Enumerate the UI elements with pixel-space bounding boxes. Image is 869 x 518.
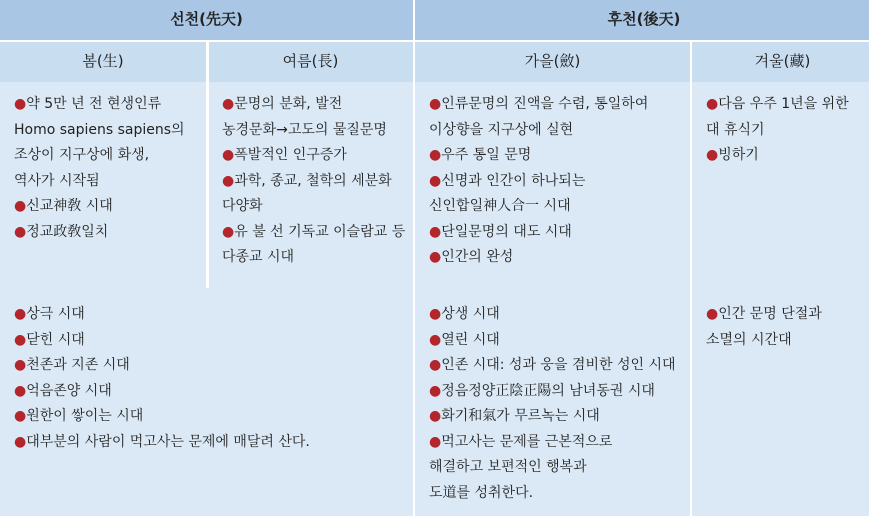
list-item: [14, 404, 413, 430]
list-item: [222, 143, 413, 169]
bullet-icon: ●: [429, 408, 442, 424]
item-text: 조상이 지구상에 화생,: [14, 147, 150, 163]
item-text: 닫힌 시대: [26, 331, 85, 348]
item-text: 단일문명의 대도 시대: [441, 223, 572, 240]
bullet-icon: ●: [429, 306, 442, 322]
column-divider: [207, 42, 209, 288]
list-item: [429, 245, 690, 271]
bullet-icon: ●: [429, 331, 442, 348]
list-item: [14, 302, 413, 328]
bullet-icon: ●: [14, 96, 27, 112]
cell-spring-traits: [0, 82, 206, 288]
season-autumn: 가을(斂): [415, 42, 690, 82]
list-item: [429, 404, 690, 430]
item-text: 인존 시대: 성과 웅을 겸비한 성인 시대: [441, 357, 676, 373]
item-text: 이상향을 지구상에 실현: [429, 121, 574, 138]
list-item: [429, 194, 690, 220]
bullet-icon: ●: [14, 433, 27, 450]
item-text: 문명의 분화, 발전: [234, 96, 343, 112]
item-text: 인류문명의 진액을 수렴, 통일하여: [441, 96, 649, 112]
list-item: [14, 92, 206, 118]
bullet-icon: ●: [222, 96, 235, 112]
cell-winter-era: [692, 288, 869, 516]
bullet-icon: ●: [222, 147, 235, 163]
item-text: 신교神敎 시대: [26, 198, 113, 214]
item-text: 약 5만 년 전 현생인류: [26, 96, 162, 112]
list-item: [222, 245, 413, 271]
cell-summer-traits: [208, 82, 413, 288]
bullet-icon: ●: [429, 382, 442, 399]
item-text: 인간 문명 단절과: [718, 306, 822, 322]
bullet-icon: ●: [429, 96, 442, 112]
bullet-icon: ●: [706, 147, 719, 163]
item-text: 다양화: [222, 198, 263, 214]
season-spring: 봄(生): [0, 42, 206, 82]
list-item: [429, 169, 690, 195]
list-item: [14, 220, 206, 246]
list-item: [429, 481, 690, 507]
cell-autumn-traits: [415, 82, 690, 288]
list-item: [429, 118, 690, 144]
item-text: 인간의 완성: [441, 249, 514, 265]
bullet-icon: ●: [14, 408, 27, 424]
item-text: 열린 시대: [441, 331, 500, 348]
bullet-icon: ●: [222, 223, 235, 240]
item-text: 소멸의 시간대: [706, 331, 792, 348]
list-item: [14, 353, 413, 379]
list-item: [429, 353, 690, 379]
bullet-icon: ●: [14, 223, 27, 240]
season-winter: 겨울(藏): [692, 42, 869, 82]
item-text: 대부분의 사람이 먹고사는 문제에 매달려 산다.: [26, 433, 310, 450]
bullet-icon: ●: [429, 223, 442, 240]
list-item: [429, 379, 690, 405]
item-text: 빙하기: [718, 147, 759, 163]
item-text: 과학, 종교, 철학의 세분화: [234, 172, 392, 189]
bullet-icon: ●: [706, 96, 719, 112]
list-item: [222, 220, 413, 246]
item-text: 해결하고 보편적인 행복과: [429, 459, 587, 475]
item-text: 억음존양 시대: [26, 382, 112, 399]
item-text: 다종교 시대: [222, 249, 295, 265]
list-item: [429, 328, 690, 354]
item-text: 원한이 쌓이는 시대: [26, 408, 144, 424]
item-text: 폭발적인 인구증가: [234, 147, 347, 163]
item-text: 상생 시대: [441, 306, 500, 322]
bullet-icon: ●: [14, 306, 27, 322]
list-item: [14, 118, 206, 144]
bullet-icon: ●: [222, 172, 235, 189]
list-item: [429, 455, 690, 481]
item-text: 먹고사는 문제를 근본적으로: [441, 433, 613, 450]
item-text: 신인합일神人合一 시대: [429, 198, 571, 214]
list-item: [14, 328, 413, 354]
bullet-icon: ●: [429, 433, 442, 450]
bullet-icon: ●: [14, 198, 27, 214]
bullet-icon: ●: [429, 147, 442, 163]
list-item: [706, 118, 869, 144]
list-item: [14, 430, 413, 456]
bullet-icon: ●: [706, 306, 719, 322]
item-text: 다음 우주 1년을 위한: [718, 96, 849, 112]
item-text: 천존과 지존 시대: [26, 357, 130, 373]
item-text: 도道를 성취한다.: [429, 484, 534, 501]
list-item: [706, 328, 869, 354]
item-text: 정교政敎일치: [26, 223, 109, 240]
item-text: 상극 시대: [26, 306, 85, 322]
item-text: 정음정양正陰正陽의 남녀동권 시대: [441, 382, 655, 399]
list-item: [706, 302, 869, 328]
list-item: [429, 92, 690, 118]
bullet-icon: ●: [429, 357, 442, 373]
list-item: [14, 169, 206, 195]
list-item: [429, 220, 690, 246]
list-item: [222, 194, 413, 220]
list-item: [706, 143, 869, 169]
bullet-icon: ●: [429, 249, 442, 265]
item-text: 역사가 시작됨: [14, 172, 100, 189]
bullet-icon: ●: [14, 357, 27, 373]
item-text: 신명과 인간이 하나되는: [441, 172, 586, 189]
list-item: [222, 118, 413, 144]
item-text: 우주 통일 문명: [441, 147, 532, 163]
bullet-icon: ●: [14, 331, 27, 348]
list-item: [222, 169, 413, 195]
item-text: 농경문화→고도의 물질문명: [222, 121, 387, 138]
item-text: 화기和氣가 무르녹는 시대: [441, 408, 600, 424]
list-item: [14, 143, 206, 169]
list-item: [429, 143, 690, 169]
list-item: [222, 92, 413, 118]
cell-autumn-era: [415, 288, 690, 516]
list-item: [429, 430, 690, 456]
item-text: Homo sapiens sapiens의: [14, 121, 185, 138]
season-summer: 여름(長): [208, 42, 413, 82]
cell-winter-traits: [692, 82, 869, 288]
header-hucheon: 후천(後天): [415, 0, 869, 42]
item-text: 대 휴식기: [706, 121, 765, 138]
header-seoncheon: 선천(先天): [0, 0, 413, 42]
list-item: [706, 92, 869, 118]
bullet-icon: ●: [14, 382, 27, 399]
list-item: [14, 379, 413, 405]
cell-seoncheon-era: [0, 288, 413, 516]
list-item: [14, 194, 206, 220]
bullet-icon: ●: [429, 172, 442, 189]
item-text: 유 불 선 기독교 이슬람교 등: [234, 223, 406, 240]
list-item: [429, 302, 690, 328]
